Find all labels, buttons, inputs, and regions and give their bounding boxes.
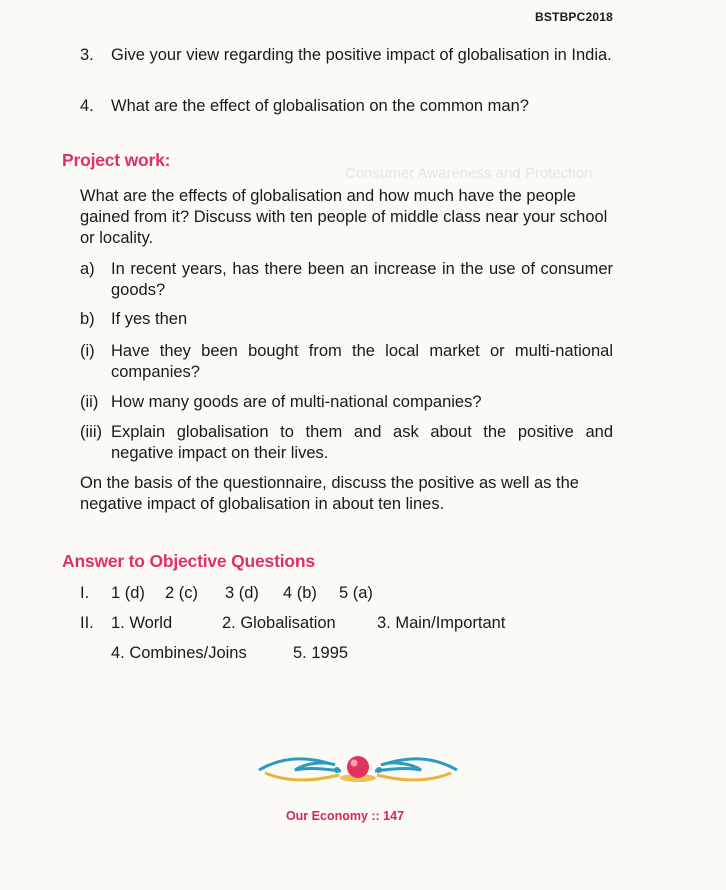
item-text: If yes then xyxy=(111,310,188,328)
question-text: Give your view regarding the positive impact of globalisation in India. xyxy=(111,46,612,64)
question-4 xyxy=(80,95,613,117)
answers-heading: Answer to Objective Questions xyxy=(62,551,315,571)
answer-item: 1 (d) xyxy=(111,584,145,602)
item-label: (i) xyxy=(80,342,95,360)
item-label: (iii) xyxy=(80,423,102,441)
bleed-through-text: Consumer Awareness and Protection xyxy=(345,165,593,182)
question-number: 3. xyxy=(80,46,94,64)
page-footer: Our Economy :: 147 xyxy=(285,809,405,823)
answer-item: 1. World xyxy=(111,614,173,632)
answer-item: 4 (b) xyxy=(283,584,317,602)
project-item-ii xyxy=(80,392,613,413)
answer-item: 2. Globalisation xyxy=(222,614,336,632)
item-text: In recent years, has there been an increase in the use of consumer goods? xyxy=(111,260,613,299)
project-item-iii xyxy=(80,422,613,464)
answer-item: 4. Combines/Joins xyxy=(111,644,247,662)
item-label: (ii) xyxy=(80,393,99,411)
project-item-a xyxy=(80,259,613,301)
item-label: b) xyxy=(80,310,95,328)
answer-row-label: II. xyxy=(80,614,94,632)
answer-item: 3 (d) xyxy=(225,584,259,602)
answer-item: 5 (a) xyxy=(339,584,373,602)
project-conclusion: On the basis of the questionnaire, discuss the positive as well as the negative impact of globalisation in about ten lines. xyxy=(80,474,579,513)
item-text: How many goods are of multi-national companies? xyxy=(111,393,482,411)
item-text: Explain globalisation to them and ask about the positive and negative impact on their lives. xyxy=(111,423,613,462)
answer-item: 3. Main/Important xyxy=(377,614,506,632)
answer-item: 5. 1995 xyxy=(293,644,349,662)
question-3 xyxy=(80,44,613,66)
project-item-b xyxy=(80,309,613,330)
project-intro: What are the effects of globalisation and how much have the people gained from it? Discuss with ten people of middle class near your school or locality. xyxy=(80,187,608,247)
book-code: BSTBPC2018 xyxy=(534,10,613,24)
answer-row-label: I. xyxy=(80,584,90,602)
question-number: 4. xyxy=(80,97,94,115)
ornament-divider-icon xyxy=(255,753,461,787)
project-work-heading: Project work: xyxy=(62,150,171,170)
answer-item: 2 (c) xyxy=(165,584,198,602)
project-item-i xyxy=(80,341,613,383)
question-text: What are the effect of globalisation on the common man? xyxy=(111,97,529,115)
item-text: Have they been bought from the local market or multi-national companies? xyxy=(111,342,613,381)
item-label: a) xyxy=(80,260,95,278)
